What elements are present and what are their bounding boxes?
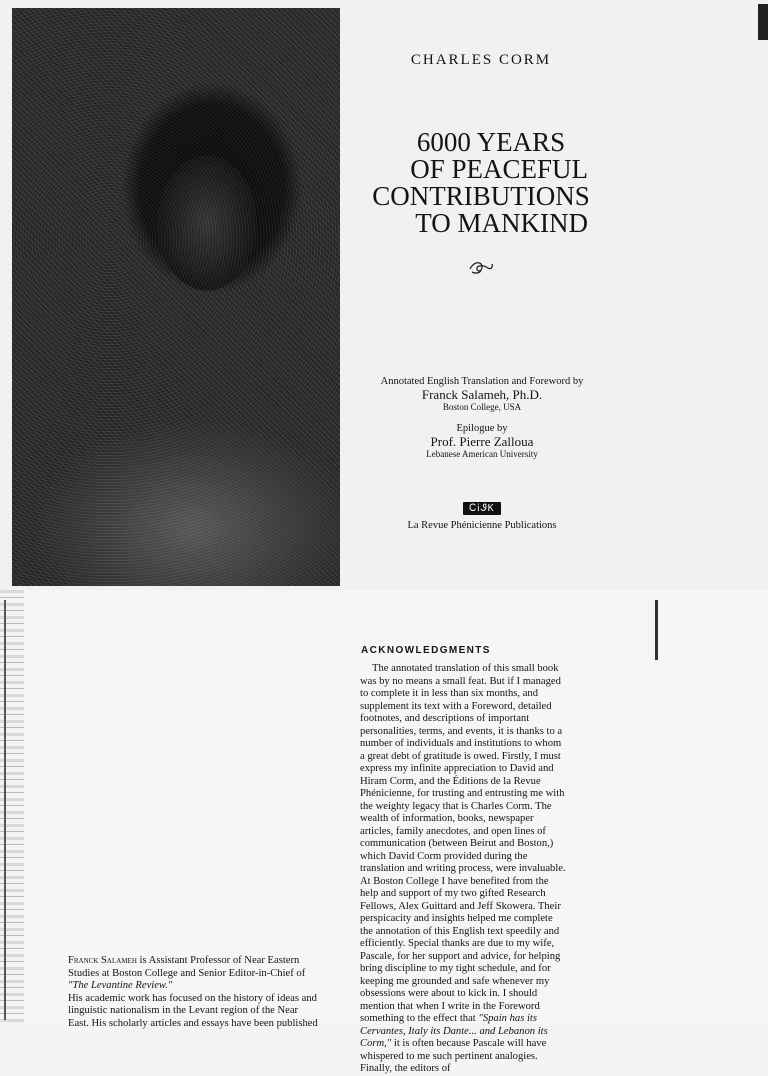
title-line-4: TO MANKIND	[415, 208, 588, 238]
title-line-1: 6000 YEARS	[416, 127, 566, 157]
page-edge-mark	[655, 600, 658, 660]
bio-name: Franck Salameh	[68, 955, 137, 966]
spine-rule	[4, 600, 6, 1020]
translator-name: Franck Salameh, Ph.D.	[421, 387, 543, 402]
floral-ornament-icon	[466, 257, 496, 277]
epilogue-label: Epilogue by	[456, 423, 508, 434]
author-name: CHARLES CORM	[410, 52, 552, 68]
portrait-grain	[12, 8, 340, 586]
bio-journal: "The Levantine Review."	[68, 980, 173, 991]
epilogue-author: Prof. Pierre Zalloua	[430, 434, 534, 449]
acknowledgments-text: The annotated translation of this small book was by no means a small feat. But if I managed to complete it in less than six months, and supplement its text with a Foreword, detailed footnotes, and descriptions of important personalities, terms, and events, it is thanks to a number of individuals and institutions to whom a great debt of gratitude is owed. Firstly, I must express my infinite appreciation to David and Hiram Corm, and the Éditions de la Revue Phénicienne, for trusting and entrusting me with the weighty legacy that is Charles Corm. The wealth of information, books, newspaper articles, family anecdotes, and open lines of communication (between Beirut and Boston,) which David Corm provided during the translation and writing process, were invaluable. At Boston College I have benefited from the help and support of my two gifted Research Fellows, Alex Guittard and Jeff Skowera. Their perspicacity and insights helped me complete the annotation of this English text speedily and efficiently. Special thanks are due to my wife, Pascale, for her support and advice, for helping bring discipline to my tight schedule, and for keeping me grounded and safe whenever my obsessions were about to kick in. I should mention that when I write in the Foreword something to the effect that	[360, 663, 566, 1024]
translation-note: Annotated English Translation and Foreword by	[380, 376, 584, 387]
acknowledgments-body	[360, 663, 566, 1076]
cover-credits	[378, 376, 586, 531]
title-line-2: OF PEACEFUL	[410, 154, 588, 184]
bio-text-2: His academic work has focused on the history of ideas and linguistic nationalism in the Levant region of the Near East. His scholarly articles and essays have been published	[68, 992, 318, 1029]
epilogue-affiliation: Lebanese American University	[426, 449, 538, 459]
publisher-name: La Revue Phénicienne Publications	[407, 520, 557, 531]
acknowledgments-heading: ACKNOWLEDGMENTS	[361, 645, 491, 656]
acknowledgments-text-end: it is often because Pascale will have whispered to me such pertinent analogies. Finally, the editors of	[360, 1038, 547, 1074]
bio-text-1: is Assistant Professor of Near Eastern Studies at Boston College and Senior Editor-in-Chief of	[68, 955, 306, 979]
book-title	[356, 129, 606, 237]
acknowledgments-quote: "Spain has its Cervantes, Italy its Dante... and Lebanon its Corm,"	[360, 1013, 548, 1049]
author-portrait	[12, 8, 340, 586]
translator-affiliation: Boston College, USA	[442, 402, 522, 412]
translator-bio	[68, 955, 318, 1030]
cover-title-block	[356, 40, 606, 277]
page-edge-mark	[758, 4, 768, 40]
title-line-3: CONTRIBUTIONS	[372, 181, 590, 211]
publisher-logo: ᏟᎥᏭK	[463, 502, 500, 515]
